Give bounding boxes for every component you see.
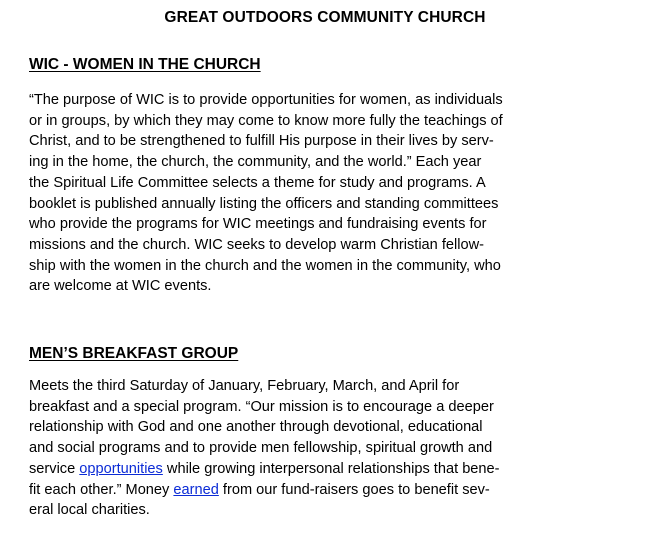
paragraph-line: Christ, and to be strengthened to fulfill His purpose in their lives by serv- [29,133,494,150]
paragraph-line: are welcome at WIC events. [29,278,212,295]
paragraph-line: the Spiritual Life Committee selects a theme for study and programs. A [29,174,486,191]
paragraph-line: booklet is published annually listing the officers and standing committees [29,195,499,212]
paragraph-line: relationship with God and one another through devotional, educational [29,419,483,436]
paragraph-line: “The purpose of WIC is to provide opportunities for women, as individuals [29,92,503,108]
paragraph-line: or in groups, by which they may come to know more fully the teachings of [29,112,503,129]
mens-breakfast-paragraph [29,376,629,521]
section-heading-wic: WIC - WOMEN IN THE CHURCH [29,56,261,73]
document-title: GREAT OUTDOORS COMMUNITY CHURCH [164,9,486,26]
section-heading-mens-breakfast: MEN’S BREAKFAST GROUP [29,345,239,362]
earned-link[interactable]: earned [173,481,219,498]
wic-paragraph [29,90,629,297]
line-text: service [29,460,80,477]
paragraph-line: who provide the programs for WIC meetings and fundraising events for [29,216,487,233]
paragraph-line: missions and the church. WIC seeks to develop warm Christian fellow- [29,236,485,253]
paragraph-line: ing in the home, the church, the community, and the world.” Each year [29,154,482,171]
paragraph-line: Meets the third Saturday of January, February, March, and April for [29,378,460,394]
line-text: from our fund-raisers goes to benefit sev- [218,481,490,498]
line-text: while growing interpersonal relationships that bene- [162,460,500,477]
paragraph-line [29,480,629,501]
paragraph-line: and social programs and to provide men fellowship, spiritual growth and [29,440,493,457]
paragraph-line [29,459,629,480]
paragraph-line: breakfast and a special program. “Our mission is to encourage a deeper [29,398,494,415]
paragraph-line: ship with the women in the church and the women in the community, who [29,257,501,274]
line-text: fit each other.” Money [29,481,174,498]
paragraph-line: eral local charities. [29,502,150,519]
opportunities-link[interactable]: opportunities [79,460,163,477]
